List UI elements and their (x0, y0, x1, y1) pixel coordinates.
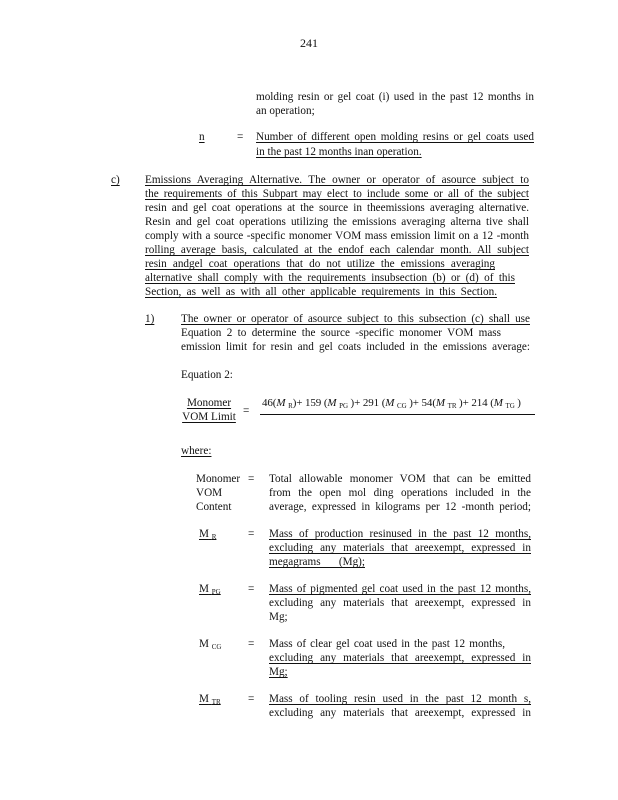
def-line: excluding any materials that areexempt, expressed in (269, 652, 531, 664)
def-line: Mass of production resinused in the past 12 months, (269, 528, 531, 540)
def-symbol-letter: M (199, 638, 209, 650)
def-line: excluding any materials that areexempt, expressed in (269, 597, 531, 609)
numerator-rendered: 46(M $_R$)+ 159 (M $_{PG}$ )+ 291 (M $_{CG}$ )+ 54(M $_{TR}$ )+ 214 (M $_{TG}$ ) (262, 397, 521, 410)
def-equals: = (248, 583, 255, 595)
equation-lhs (181, 396, 237, 424)
def-text (269, 582, 531, 624)
equation-lhs-line-1: Monomer (186, 397, 232, 409)
page-number: 241 (300, 36, 318, 50)
def-line: Mg; (269, 611, 288, 623)
def-symbol-letter: M (199, 528, 209, 540)
section-c-line: resin andgel coat operations that do not utilize the emissions averaging (145, 258, 495, 270)
item-1-line: Equation 2 to determine the source -specific monomer VOM mass (181, 327, 501, 339)
section-c-line: Section, as well as with all other applicable requirements in this Section. (145, 286, 497, 298)
section-c-paragraph (145, 173, 529, 299)
item-1-paragraph (181, 312, 530, 354)
section-c-line: rolling average basis, calculated at the endof each calendar month. All subject (145, 244, 529, 256)
n-definition-line-2: in the past 12 months inan operation. (256, 146, 422, 158)
def-symbol-m-cg (199, 637, 221, 654)
def-symbol-sub: CG (211, 643, 222, 651)
continuation-line-1: molding resin or gel coat (i) used in the past 12 months in (256, 91, 534, 103)
n-symbol: n (199, 131, 205, 143)
section-c-line: comply with a source -specific monomer VOM mass emission limit on a 12 -month (145, 230, 529, 242)
def-symbol-sub: TR (211, 698, 221, 706)
def-text (269, 527, 531, 569)
def-symbol-m-tr (199, 692, 221, 709)
section-c-line: Resin and gel coat operations utilizing the emissions averaging alterna tive shall (145, 216, 529, 228)
continuation-line-2: an operation; (256, 105, 315, 117)
section-c-line: Emissions Averaging Alternative. The owner or operator of asource subject to (145, 174, 529, 186)
def-line: megagrams (Mg); (269, 556, 365, 568)
equation-lhs-line-2: VOM Limit (182, 411, 236, 423)
def-text (269, 472, 531, 514)
def-line: excluding any materials that areexempt, expressed in (269, 542, 531, 554)
def-line: Mg; (269, 666, 288, 678)
def-symbol-line: Content (196, 501, 232, 513)
def-line: excluding any materials that areexempt, expressed in (269, 707, 531, 719)
def-symbol-line: Monomer (196, 473, 241, 485)
section-c-line: resin and gel coat operations at the source in theemissions averaging alternative. (145, 202, 529, 214)
fraction-bar (260, 414, 535, 415)
def-symbol-sub: R (211, 533, 217, 541)
def-symbol-monomer-vom-content (196, 472, 240, 514)
def-line: Mass of clear gel coat used in the past 12 months, (269, 638, 505, 650)
def-symbol-m-r (199, 527, 216, 544)
def-symbol-m-pg (199, 582, 221, 599)
def-line: average, expressed in kilograms per 12 -month period; (269, 501, 531, 513)
section-c-label: c) (111, 174, 120, 186)
def-line: Mass of tooling resin used in the past 12 month s, (269, 693, 531, 705)
def-text (269, 692, 531, 720)
equation-equals: = (243, 405, 250, 417)
def-equals: = (248, 473, 255, 485)
equation-numerator (262, 396, 534, 413)
n-definition-line-1: Number of different open molding resins or gel coats used (256, 131, 534, 143)
continuation-text (256, 90, 534, 118)
def-symbol-line: VOM (196, 487, 223, 499)
def-text (269, 637, 531, 679)
def-line: from the open mol ding operations included in the (269, 487, 531, 499)
section-c-line: the requirements of this Subpart may elect to include some or all of the subject (145, 188, 529, 200)
def-symbol-letter: M (199, 583, 209, 595)
def-symbol-letter: M (199, 693, 209, 705)
n-equals: = (237, 131, 244, 143)
def-line: Mass of pigmented gel coat used in the past 12 months, (269, 583, 531, 595)
def-equals: = (248, 638, 255, 650)
section-c-line: alternative shall comply with the requirements insubsection (b) or (d) of this (145, 272, 515, 284)
item-1-line: The owner or operator of asource subject to this subsection (c) shall use (181, 313, 530, 325)
def-line: Total allowable monomer VOM that can be emitted (269, 473, 531, 485)
equation-label: Equation 2: (181, 369, 233, 381)
item-1-line: emission limit for resin and gel coats included in the emissions average: (181, 341, 530, 353)
where-label: where: (181, 445, 212, 457)
def-equals: = (248, 693, 255, 705)
def-symbol-sub: PG (211, 588, 221, 596)
def-equals: = (248, 528, 255, 540)
item-1-label: 1) (145, 313, 155, 325)
